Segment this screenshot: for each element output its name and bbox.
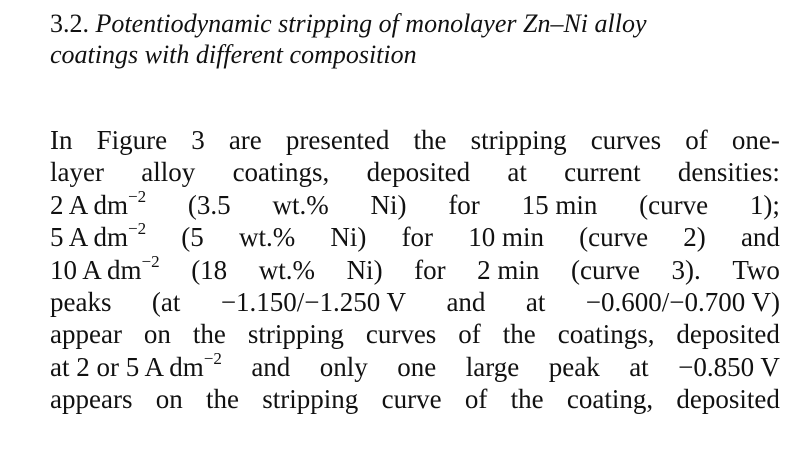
word: on bbox=[155, 384, 183, 415]
word: and bbox=[740, 222, 780, 253]
paragraph-line bbox=[50, 156, 780, 188]
word: the bbox=[206, 384, 240, 415]
word: of bbox=[458, 319, 481, 350]
word: deposited bbox=[676, 384, 780, 415]
potential-range: −1.150/−1.250 V bbox=[220, 287, 407, 318]
word: appears bbox=[50, 384, 133, 415]
word: at bbox=[507, 157, 527, 188]
word: current bbox=[564, 157, 641, 188]
exponent: −2 bbox=[141, 251, 160, 271]
word: (at bbox=[151, 287, 181, 318]
word: coatings, bbox=[232, 157, 330, 188]
word: Ni) bbox=[370, 189, 407, 220]
current-density bbox=[50, 348, 222, 383]
word: (3.5 bbox=[187, 189, 231, 220]
paragraph-line bbox=[50, 348, 780, 383]
word: 2 min bbox=[477, 254, 540, 285]
word: 1); bbox=[749, 189, 780, 220]
paragraph-line bbox=[50, 318, 780, 350]
word: and bbox=[251, 351, 291, 382]
word: peaks bbox=[50, 287, 112, 318]
section-title-part-2: coatings with different composition bbox=[50, 40, 417, 69]
word: 15 min bbox=[521, 189, 598, 220]
word: layer bbox=[50, 157, 104, 188]
word: of bbox=[685, 125, 708, 155]
word: for bbox=[401, 222, 434, 253]
word: curve bbox=[381, 384, 442, 415]
exponent: −2 bbox=[128, 186, 147, 206]
current-density bbox=[50, 186, 147, 221]
unit-text: at 2 or 5 A dm bbox=[50, 351, 204, 382]
word: deposited bbox=[676, 319, 780, 350]
paragraph-line bbox=[50, 286, 780, 318]
page bbox=[50, 8, 780, 416]
paragraph-line bbox=[50, 124, 780, 156]
word: curves bbox=[365, 319, 437, 350]
word: (curve bbox=[579, 222, 649, 253]
word: Ni) bbox=[330, 222, 367, 253]
section-heading bbox=[50, 8, 780, 70]
word: (curve bbox=[571, 254, 640, 285]
current-density bbox=[50, 221, 146, 253]
unit-text: 5 A dm bbox=[50, 222, 129, 253]
word: wt.% bbox=[238, 222, 296, 253]
exponent: −2 bbox=[203, 348, 222, 368]
section-heading-line-1 bbox=[50, 8, 780, 39]
word: 3). bbox=[671, 254, 701, 285]
word: for bbox=[448, 189, 480, 220]
word: stripping bbox=[262, 384, 359, 415]
word: stripping bbox=[470, 125, 567, 155]
word: (18 bbox=[191, 254, 228, 285]
word: densities: bbox=[677, 157, 780, 188]
potential-value: −0.850 V bbox=[678, 351, 780, 382]
word: for bbox=[414, 254, 446, 285]
word: Ni) bbox=[346, 254, 383, 285]
word: deposited bbox=[366, 157, 471, 188]
paragraph-line bbox=[50, 383, 780, 415]
word: 10 min bbox=[468, 222, 544, 253]
word: on bbox=[143, 319, 171, 350]
word: one- bbox=[731, 125, 780, 155]
word: of bbox=[464, 384, 488, 415]
word: (curve bbox=[639, 189, 709, 220]
word: peak bbox=[548, 351, 600, 382]
word: the bbox=[510, 384, 544, 415]
word: only bbox=[319, 351, 368, 382]
section-number: 3.2. bbox=[50, 9, 89, 38]
word: In bbox=[50, 125, 73, 155]
word: (5 bbox=[181, 222, 204, 253]
word: the bbox=[192, 319, 226, 350]
exponent: −2 bbox=[128, 219, 147, 239]
word: wt.% bbox=[272, 189, 329, 220]
potential-range: −0.600/−0.700 V) bbox=[585, 287, 780, 318]
word: large bbox=[465, 351, 520, 382]
word: appear bbox=[50, 319, 122, 350]
word: alloy bbox=[141, 157, 196, 188]
word: Two bbox=[732, 254, 780, 285]
word: 2) bbox=[683, 222, 706, 253]
paragraph-line bbox=[50, 251, 780, 286]
word: 3 bbox=[191, 125, 205, 155]
word: coating, bbox=[566, 384, 654, 415]
paragraph-line bbox=[50, 221, 780, 253]
word: at bbox=[525, 287, 546, 318]
word: the bbox=[413, 125, 447, 155]
section-title-part-1: Potentiodynamic stripping of monolayer Zn–Ni alloy bbox=[95, 9, 647, 38]
word: presented bbox=[285, 125, 390, 155]
current-density bbox=[50, 251, 160, 286]
word: and bbox=[446, 287, 486, 318]
body-paragraph bbox=[50, 124, 780, 416]
word: are bbox=[228, 125, 262, 155]
word: stripping bbox=[247, 319, 344, 350]
word: the bbox=[502, 319, 536, 350]
unit-text: 2 A dm bbox=[50, 189, 129, 220]
word: Figure bbox=[96, 125, 168, 155]
word: at bbox=[629, 351, 649, 382]
word: curves bbox=[590, 125, 662, 155]
unit-text: 10 A dm bbox=[50, 254, 142, 285]
word: coatings, bbox=[557, 319, 655, 350]
word: wt.% bbox=[258, 254, 315, 285]
paragraph-line bbox=[50, 186, 780, 221]
word: one bbox=[397, 351, 437, 382]
